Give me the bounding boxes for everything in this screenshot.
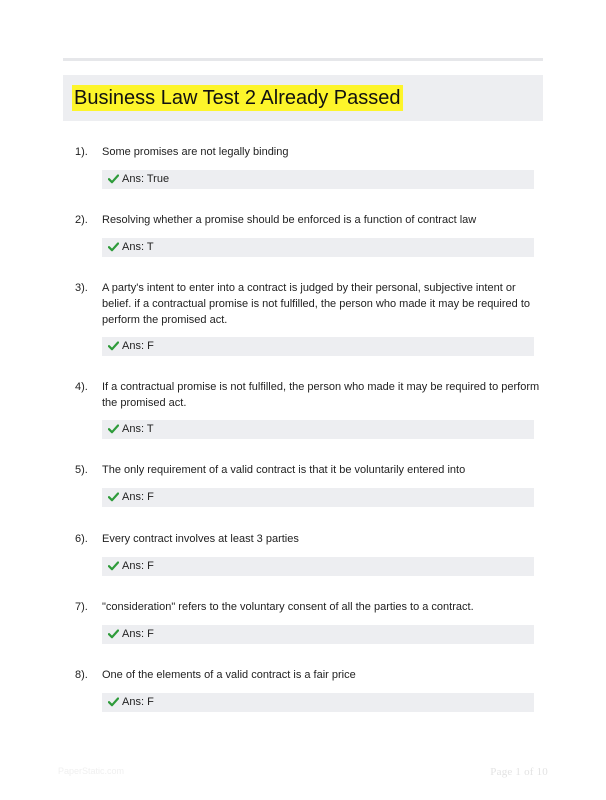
question-text: One of the elements of a valid contract is a fair price — [102, 669, 356, 681]
check-icon — [108, 242, 119, 252]
question-number: 1). — [75, 146, 88, 158]
answer-box — [102, 557, 534, 576]
answer-text: Ans: F — [122, 340, 154, 352]
question-number: 5). — [75, 464, 88, 476]
answer-box — [102, 337, 534, 356]
answer-text: Ans: T — [122, 423, 154, 435]
answer-box — [102, 420, 534, 439]
answer-box — [102, 693, 534, 712]
answer-text: Ans: F — [122, 628, 154, 640]
question-text: If a contractual promise is not fulfilled, the person who made it may be required to perform the promised act. — [102, 381, 540, 409]
page-number: Page 1 of 10 — [490, 766, 548, 778]
title-banner — [63, 75, 543, 121]
question-text: The only requirement of a valid contract is that it be voluntarily entered into — [102, 464, 466, 476]
check-icon — [108, 697, 119, 707]
question-text: A party's intent to enter into a contract is judged by their personal, subjective intent or belief. if a contractual promise is not fulfilled, the person who made it may be required to perform the promised act. — [102, 282, 531, 326]
question-text: Every contract involves at least 3 parties — [102, 533, 299, 545]
answer-box — [102, 170, 534, 189]
question-number: 8). — [75, 669, 88, 681]
answer-text: Ans: True — [122, 173, 170, 185]
answer-text: Ans: F — [122, 696, 154, 708]
answer-box — [102, 238, 534, 257]
check-icon — [108, 174, 119, 184]
check-icon — [108, 424, 119, 434]
check-icon — [108, 629, 119, 639]
check-icon — [108, 492, 119, 502]
question-number: 7). — [75, 601, 88, 613]
question-number: 6). — [75, 533, 88, 545]
question-number: 2). — [75, 214, 88, 226]
check-icon — [108, 561, 119, 571]
footer-site-watermark: PaperStatic.com — [58, 766, 125, 776]
answer-box — [102, 488, 534, 507]
answer-text: Ans: F — [122, 560, 154, 572]
question-number: 3). — [75, 282, 88, 294]
answer-box — [102, 625, 534, 644]
question-text: Resolving whether a promise should be enforced is a function of contract law — [102, 214, 477, 226]
question-text: "consideration" refers to the voluntary consent of all the parties to a contract. — [102, 601, 474, 613]
question-text: Some promises are not legally binding — [102, 146, 289, 158]
check-icon — [108, 341, 119, 351]
top-divider — [63, 58, 543, 61]
answer-text: Ans: T — [122, 241, 154, 253]
page-title: Business Law Test 2 Already Passed — [72, 85, 403, 111]
question-number: 4). — [75, 381, 88, 393]
answer-text: Ans: F — [122, 491, 154, 503]
